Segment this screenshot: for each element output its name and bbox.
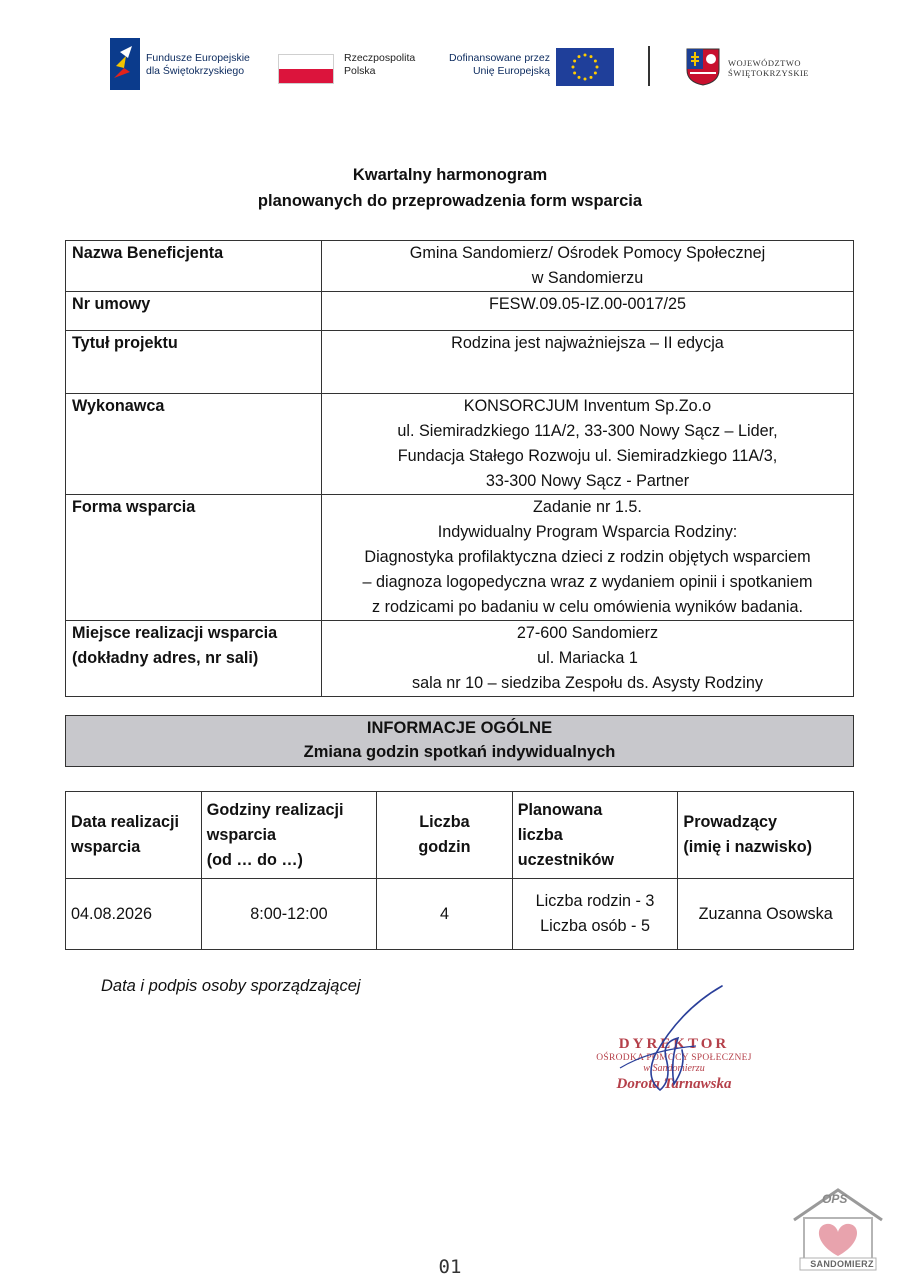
table-row — [66, 394, 854, 495]
stamp-city: w Sandomierzu — [643, 1063, 705, 1074]
eu-star — [596, 66, 599, 69]
document-title-line1: Kwartalny harmonogram — [352, 166, 548, 184]
project-info-table — [65, 240, 854, 697]
table-row — [66, 495, 854, 621]
swietokrzyskie-crest-icon — [686, 48, 720, 86]
eu-star — [594, 72, 597, 75]
header-liczba-godzin: Liczba godzin — [377, 792, 513, 879]
cell-data: 04.08.2026 — [66, 879, 202, 950]
cell-liczba-godzin: 4 — [377, 879, 513, 950]
signature-caption: Data i podpis osoby sporządzającej — [101, 977, 361, 995]
eu-star — [590, 55, 593, 58]
rp-logo-text: Rzeczpospolita Polska — [344, 52, 416, 77]
table-row — [66, 331, 854, 394]
logo-strip — [110, 38, 810, 90]
beneficjent-label: Nazwa Beneficjenta — [66, 241, 322, 292]
ws-logo-text: WOJEWÓDZTWO ŚWIĘTOKRZYSKIE — [728, 58, 809, 78]
wykonawca-value: KONSORCJUM Inventum Sp.Zo.o ul. Siemiradzkiego 11A/2, 33-300 Nowy Sącz – Lider, Fundacja Stałego Rozwoju ul. Siemiradzkiego 11A/3, 33-300 Nowy Sącz - Partner — [322, 394, 854, 495]
tytul-label: Tytuł projektu — [66, 331, 322, 394]
ops-logo-sublabel: SANDOMIERZ — [810, 1259, 874, 1269]
header-uczestnicy: Planowana liczba uczestników — [512, 792, 678, 879]
table-row — [66, 292, 854, 331]
eu-star — [594, 60, 597, 63]
cell-prowadzacy: Zuzanna Osowska — [678, 879, 854, 950]
forma-label: Forma wsparcia — [66, 495, 322, 621]
logo-divider — [648, 46, 650, 86]
umowa-value: FESW.09.05-IZ.00-0017/25 — [322, 292, 854, 331]
fe-logo-text: Fundusze Europejskie dla Świętokrzyskiego — [146, 52, 250, 77]
ue-logo-text: Dofinansowane przez Unię Europejską — [449, 52, 550, 77]
table-row — [66, 241, 854, 292]
miejsce-value: 27-600 Sandomierz ul. Mariacka 1 sala nr 10 – siedziba Zespołu ds. Asysty Rodziny — [322, 621, 854, 697]
eu-star — [578, 55, 581, 58]
eu-star — [573, 72, 576, 75]
beneficjent-value: Gmina Sandomierz/ Ośrodek Pomocy Społecznej w Sandomierzu — [322, 241, 854, 292]
eu-flag-icon — [556, 48, 614, 86]
table-row — [66, 621, 854, 697]
eu-star — [584, 54, 587, 57]
fundusze-europejskie-logo — [110, 38, 140, 90]
table-row — [66, 879, 854, 950]
cell-godziny: 8:00-12:00 — [201, 879, 376, 950]
eu-star — [584, 78, 587, 81]
eu-star — [573, 60, 576, 63]
eu-star — [578, 76, 581, 79]
section-title: INFORMACJE OGÓLNE — [366, 719, 553, 737]
section-subtitle: Zmiana godzin spotkań indywidualnych — [303, 743, 616, 761]
header-godziny: Godziny realizacji wsparcia (od … do …) — [201, 792, 376, 879]
stamp-name: Dorota Tarnawska — [616, 1076, 732, 1092]
header-prowadzacy: Prowadzący (imię i nazwisko) — [678, 792, 854, 879]
cell-uczestnicy: Liczba rodzin - 3 Liczba osób - 5 — [512, 879, 678, 950]
umowa-label: Nr umowy — [66, 292, 322, 331]
eu-star — [590, 76, 593, 79]
schedule-table — [65, 791, 854, 950]
miejsce-label: Miejsce realizacji wsparcia (dokładny adres, nr sali) — [66, 621, 322, 697]
schedule-header-row — [66, 792, 854, 879]
eu-star — [572, 66, 575, 69]
polish-flag — [278, 54, 334, 84]
document-title-line2: planowanych do przeprowadzenia form wsparcia — [257, 192, 643, 210]
page-number: 01 — [438, 1256, 462, 1278]
stamp-title: DYREKTOR — [618, 1036, 730, 1052]
section-header — [65, 715, 854, 767]
header-data: Data realizacji wsparcia — [66, 792, 202, 879]
forma-value: Zadanie nr 1.5. Indywidualny Program Wsparcia Rodziny: Diagnostyka profilaktyczna dzieci z rodzin objętych wsparciem – diagnoza logopedyczna wraz z wydaniem opinii i spotkaniem z rodzicami po badaniu w celu omówienia wyników badania. — [322, 495, 854, 621]
handwritten-signature — [600, 980, 740, 1100]
stamp-institution: OŚRODKA POMOCY SPOŁECZNEJ — [596, 1053, 752, 1063]
ops-logo-label: OPS — [822, 1192, 848, 1206]
tytul-value: Rodzina jest najważniejsza – II edycja — [322, 331, 854, 394]
wykonawca-label: Wykonawca — [66, 394, 322, 495]
